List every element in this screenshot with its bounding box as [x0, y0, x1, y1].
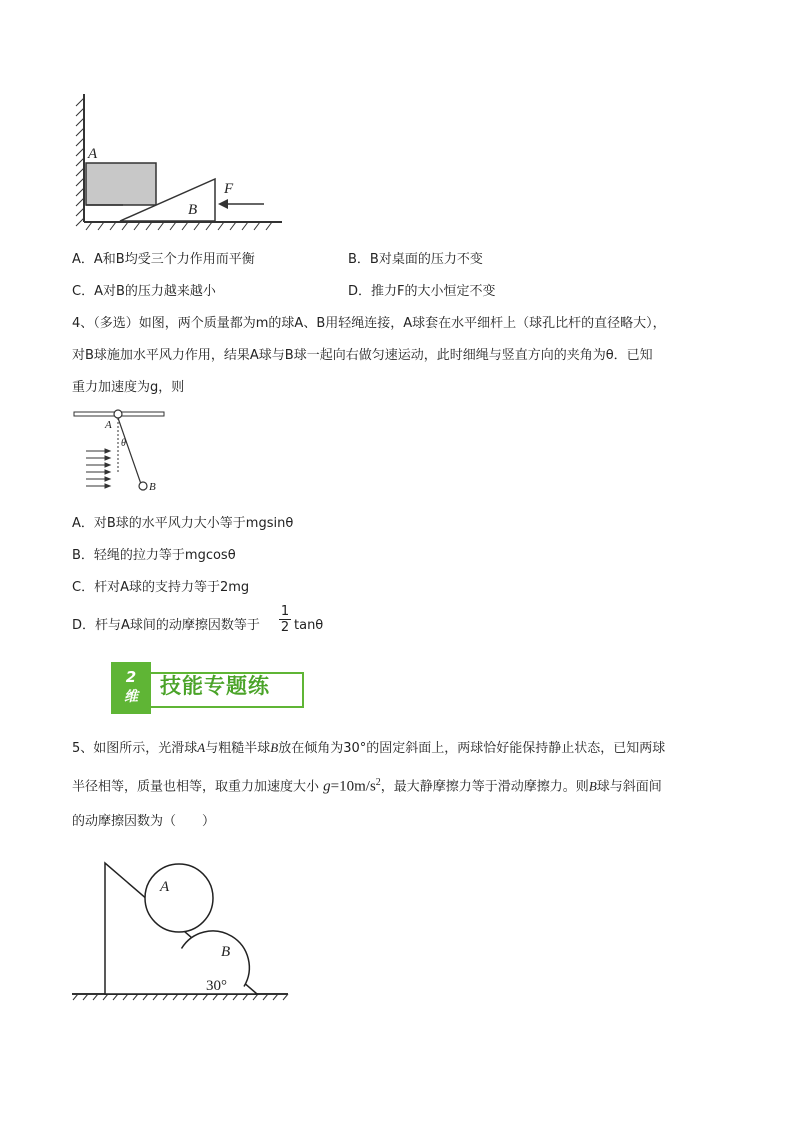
q5-l2-g: g	[323, 778, 331, 795]
q5-stem-line2	[72, 778, 662, 794]
q4-option-d-prefix: D．杆与A球间的动摩擦因数等于	[72, 618, 260, 633]
q5-label-angle: 30°	[206, 978, 227, 994]
q5-l2-b: ，最大静摩擦力等于滑动摩擦力。则	[380, 779, 589, 795]
q5-l1-var-b: B	[270, 740, 279, 755]
q5-figure	[70, 852, 296, 1004]
q4-option-c: C．杆对A球的支持力等于2mg	[72, 580, 250, 595]
q5-l1-e: 放在倾角为30°的固定斜面上，两球恰好能保持静止状态，已知两球	[278, 741, 666, 756]
floor-hatching	[84, 222, 282, 230]
q3-option-c: C．A对B的压力越来越小	[72, 284, 216, 299]
q4-label-a: A	[105, 419, 112, 431]
q5-l1-c: 与粗糙半球	[205, 741, 271, 756]
ball-a	[145, 864, 213, 932]
q3-option-d: D．推力F的大小恒定不变	[348, 284, 496, 299]
q4-label-theta: θ	[121, 438, 126, 449]
q5-label-b: B	[221, 944, 231, 960]
q4-stem-line2: 对B球施加水平风力作用，结果A球与B球一起向右做匀速运动，此时细绳与竖直方向的夹角为θ．已知	[72, 348, 653, 363]
q3-label-a: A	[88, 146, 98, 162]
q5-l2-d: 球与斜面间	[596, 779, 662, 795]
q3-option-b: B．B对桌面的压力不变	[348, 252, 483, 267]
wind-arrows	[86, 449, 110, 488]
q4-figure	[70, 404, 170, 500]
block-a	[86, 163, 156, 205]
q3-label-b: B	[188, 202, 198, 218]
q5-stem-line1	[72, 741, 665, 755]
q3-option-a: A．A和B均受三个力作用而平衡	[72, 252, 255, 267]
ring-a	[114, 410, 122, 418]
q4-stem-line3: 重力加速度为g，则	[72, 380, 185, 395]
q4-option-a: A．对B球的水平风力大小等于mgsinθ	[72, 516, 294, 531]
q4-option-d-suffix: tanθ	[294, 618, 324, 633]
q5-l2-a: 半径相等，质量也相等，取重力加速度大小	[72, 779, 320, 795]
wall-hatching	[76, 94, 84, 226]
ground-hatching	[72, 994, 288, 1000]
section-banner-title: 技能专题练	[160, 674, 270, 698]
fraction-numerator: 1	[280, 604, 290, 619]
banner-level-char: 维	[124, 689, 138, 705]
q4-stem-line1: 4、（多选）如图，两个质量都为m的球A、B用轻绳连接，A球套在水平细杆上（球孔比杆的直径略大），	[72, 316, 666, 331]
q4-label-b: B	[149, 481, 156, 493]
banner-level-number: 2	[125, 668, 137, 686]
q4-option-d-fraction	[279, 605, 291, 634]
q3-figure	[68, 92, 288, 232]
string	[118, 418, 141, 484]
section-banner-level-badge	[111, 662, 151, 714]
q3-label-f: F	[224, 181, 234, 197]
q5-label-a: A	[160, 879, 170, 895]
q5-l1-var-a: A	[197, 740, 206, 755]
q4-option-b: B．轻绳的拉力等于mgcosθ	[72, 548, 236, 563]
fraction-denominator: 2	[280, 620, 290, 635]
q5-l2-sup: 2	[375, 777, 381, 788]
force-f-arrowhead	[218, 199, 228, 209]
q5-stem-line3: 的动摩擦因数为（ ）	[72, 814, 216, 829]
q5-l2-var-b: B	[588, 778, 597, 794]
ball-b	[139, 482, 147, 490]
q5-l2-eq: =10m/s	[330, 778, 376, 795]
q5-l1-a: 5、如图所示，光滑球	[72, 741, 198, 756]
